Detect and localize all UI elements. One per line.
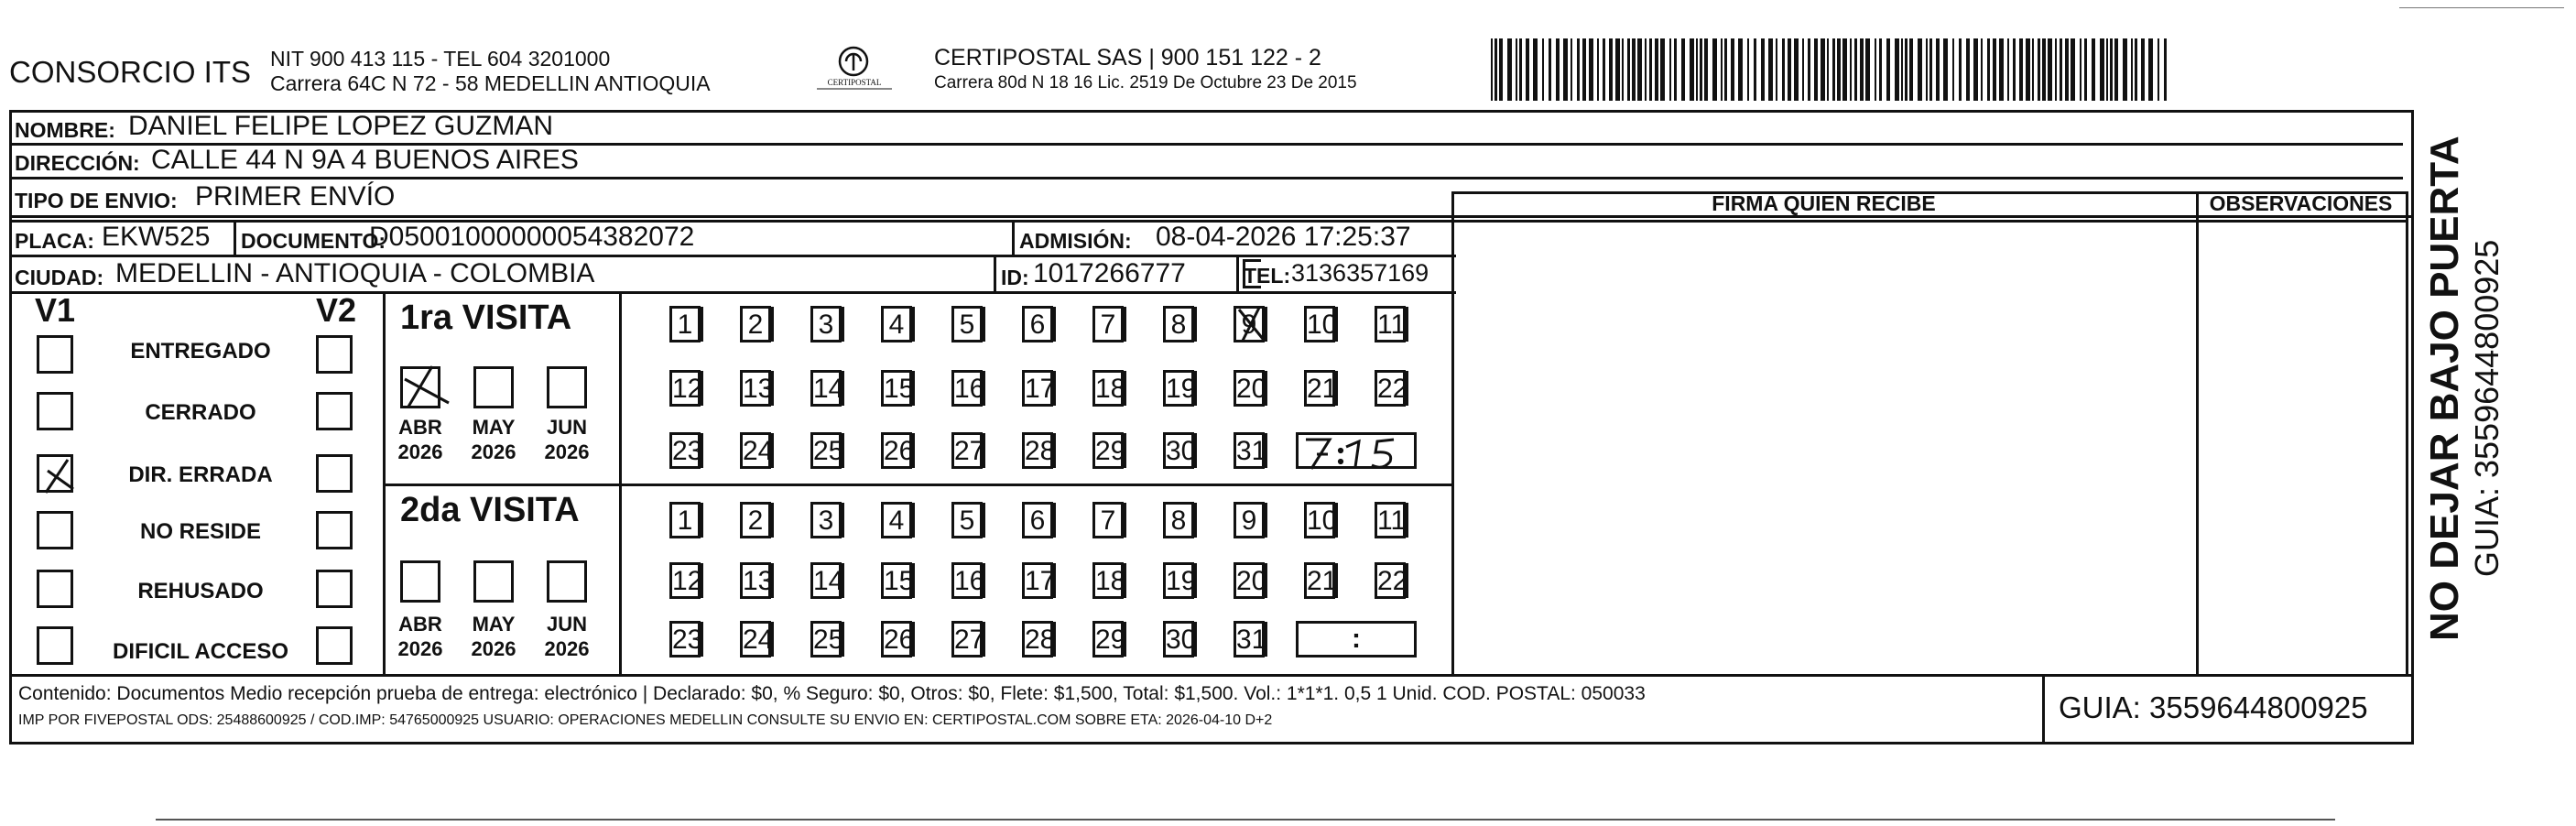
- footer-contents: Contenido: Documentos Medio recepción prueba de entrega: electrónico | Declarado: $0, % Seguro: $0, Otros: $0, Flete: $1,500, Total: $1,500. Vol.: 1*1*1. 0,5 1 Unid. COD. POSTAL: 050033: [18, 683, 1646, 704]
- certipostal-logo: [813, 43, 896, 102]
- visit2-day-11[interactable]: 11: [1375, 502, 1406, 538]
- documento-label: DOCUMENTO:: [241, 229, 386, 253]
- visit2-year-abr: 2026: [397, 637, 443, 660]
- visit2-day-8[interactable]: 8: [1163, 502, 1194, 538]
- visit2-day-7[interactable]: 7: [1092, 502, 1124, 538]
- visit1-day-26[interactable]: 26: [881, 432, 912, 469]
- visit1-abr-check-mark: [397, 361, 454, 412]
- v1-dificil-acceso-checkbox[interactable]: [37, 626, 73, 665]
- visit1-title: 1ra VISITA: [400, 299, 572, 337]
- nombre-label: NOMBRE:: [15, 118, 115, 142]
- visit2-month-may: MAY: [472, 613, 516, 636]
- ciudad: MEDELLIN - ANTIOQUIA - COLOMBIA: [115, 258, 595, 288]
- visit2-month-jun-checkbox[interactable]: [547, 560, 587, 603]
- visit1-day-14[interactable]: 14: [810, 370, 842, 407]
- visit1-day-17[interactable]: 17: [1022, 370, 1053, 407]
- visit2-title: 2da VISITA: [400, 491, 580, 529]
- visit2-day-16[interactable]: 16: [951, 562, 983, 599]
- visit1-day-4[interactable]: 4: [881, 306, 912, 342]
- visit2-day-3[interactable]: 3: [810, 502, 842, 538]
- visit1-day-7[interactable]: 7: [1092, 306, 1124, 342]
- visit2-day-9[interactable]: 9: [1234, 502, 1265, 538]
- side-guia: GUIA: 3559644800925: [2468, 239, 2505, 577]
- visit1-day-8[interactable]: 8: [1163, 306, 1194, 342]
- visit2-day-27[interactable]: 27: [951, 621, 983, 658]
- visit2-day-13[interactable]: 13: [740, 562, 771, 599]
- visit2-month-jun: JUN: [546, 613, 587, 636]
- visit1-day-22[interactable]: 22: [1375, 370, 1406, 407]
- visit2-time-box[interactable]: [1296, 621, 1417, 658]
- visit2-month-abr-checkbox[interactable]: [400, 560, 440, 603]
- visit1-day-15[interactable]: 15: [881, 370, 912, 407]
- visit1-day-12[interactable]: 12: [669, 370, 701, 407]
- visit2-day-6[interactable]: 6: [1022, 502, 1053, 538]
- v2-no-reside-checkbox[interactable]: [316, 511, 353, 549]
- visit1-day-13[interactable]: 13: [740, 370, 771, 407]
- barcode: [1491, 38, 2173, 101]
- option-cerrado: CERRADO: [145, 400, 256, 425]
- visit2-day-31[interactable]: 31: [1234, 621, 1265, 658]
- visit2-month-may-checkbox[interactable]: [473, 560, 514, 603]
- visit2-day-24[interactable]: 24: [740, 621, 771, 658]
- sender-company: CONSORCIO ITS: [9, 55, 252, 89]
- visit2-day-4[interactable]: 4: [881, 502, 912, 538]
- dir-errada-check-mark: [37, 452, 79, 496]
- visit1-day-19[interactable]: 19: [1163, 370, 1194, 407]
- v2-cerrado-checkbox[interactable]: [316, 392, 353, 430]
- visit2-day-28[interactable]: 28: [1022, 621, 1053, 658]
- sender-nit-tel: NIT 900 413 115 - TEL 604 3201000: [270, 47, 611, 71]
- v1-entregado-checkbox[interactable]: [37, 335, 73, 374]
- recipient-name: DANIEL FELIPE LOPEZ GUZMAN: [128, 111, 553, 141]
- option-rehusado: REHUSADO: [137, 579, 264, 603]
- documento: D05001000000054382072: [369, 222, 695, 252]
- v1-no-reside-checkbox[interactable]: [37, 511, 73, 549]
- visit2-day-14[interactable]: 14: [810, 562, 842, 599]
- placa: EKW525: [102, 222, 211, 252]
- visit1-day-9[interactable]: 9: [1234, 306, 1265, 342]
- visit1-month-abr: ABR: [398, 416, 442, 439]
- visit1-day-5[interactable]: 5: [951, 306, 983, 342]
- visit1-day-25[interactable]: 25: [810, 432, 842, 469]
- visit2-day-29[interactable]: 29: [1092, 621, 1124, 658]
- ciudad-label: CIUDAD:: [15, 266, 104, 289]
- visit1-month-jun: JUN: [546, 416, 587, 439]
- v2-header: V2: [316, 291, 357, 329]
- visit2-day-22[interactable]: 22: [1375, 562, 1406, 599]
- visit1-day-9-check-mark: [1232, 304, 1272, 344]
- admision: 08-04-2026 17:25:37: [1156, 222, 1411, 252]
- carrier-license: Carrera 80d N 18 16 Lic. 2519 De Octubre 23 De 2015: [934, 73, 1357, 92]
- v1-rehusado-checkbox[interactable]: [37, 570, 73, 608]
- v1-header: V1: [35, 291, 76, 329]
- visit2-day-26[interactable]: 26: [881, 621, 912, 658]
- v2-rehusado-checkbox[interactable]: [316, 570, 353, 608]
- visit1-day-30[interactable]: 30: [1163, 432, 1194, 469]
- logo-wordmark: CERTIPOSTAL: [827, 78, 882, 87]
- visit1-month-may-checkbox[interactable]: [473, 366, 514, 408]
- visit1-month-jun-checkbox[interactable]: [547, 366, 587, 408]
- id-number: 1017266777: [1033, 258, 1186, 288]
- carrier-name: CERTIPOSTAL SAS | 900 151 122 - 2: [934, 45, 1321, 71]
- id-label: ID:: [1001, 266, 1029, 289]
- visit2-month-abr: ABR: [398, 613, 442, 636]
- recipient-address: CALLE 44 N 9A 4 BUENOS AIRES: [151, 145, 579, 175]
- sender-address: Carrera 64C N 72 - 58 MEDELLIN ANTIOQUIA: [270, 71, 711, 95]
- visit1-day-27[interactable]: 27: [951, 432, 983, 469]
- visit1-day-31[interactable]: 31: [1234, 432, 1265, 469]
- visit1-day-1[interactable]: 1: [669, 306, 701, 342]
- v2-dir-errada-checkbox[interactable]: [316, 454, 353, 493]
- visit1-day-11[interactable]: 11: [1375, 306, 1406, 342]
- visit2-day-30[interactable]: 30: [1163, 621, 1194, 658]
- visit1-day-10[interactable]: 10: [1304, 306, 1335, 342]
- visit2-day-10[interactable]: 10: [1304, 502, 1335, 538]
- visit2-day-19[interactable]: 19: [1163, 562, 1194, 599]
- admision-label: ADMISIÓN:: [1019, 229, 1132, 253]
- v2-entregado-checkbox[interactable]: [316, 335, 353, 374]
- direccion-label: DIRECCIÓN:: [15, 151, 140, 175]
- visit1-day-29[interactable]: 29: [1092, 432, 1124, 469]
- visit1-day-3[interactable]: 3: [810, 306, 842, 342]
- visit2-time-colon: :: [1352, 624, 1361, 654]
- observaciones-header: OBSERVACIONES: [2209, 191, 2393, 215]
- option-dir-errada: DIR. ERRADA: [128, 462, 273, 487]
- visit1-year-abr: 2026: [397, 440, 443, 463]
- visit1-year-may: 2026: [471, 440, 516, 463]
- option-entregado: ENTREGADO: [130, 339, 271, 364]
- footer-print-info: IMP POR FIVEPOSTAL ODS: 25488600925 / COD.IMP: 54765000925 USUARIO: OPERACIONES MEDELLIN CONSULTE SU ENVIO EN: CERTIPOSTAL.COM SOBRE ETA: 2026-04-10 D+2: [18, 712, 1273, 728]
- visit2-day-12[interactable]: 12: [669, 562, 701, 599]
- visit1-day-21[interactable]: 21: [1304, 370, 1335, 407]
- visit1-day-18[interactable]: 18: [1092, 370, 1124, 407]
- visit1-day-20[interactable]: 20: [1234, 370, 1265, 407]
- tipo-envio: PRIMER ENVÍO: [195, 181, 396, 212]
- visit2-year-may: 2026: [471, 637, 516, 660]
- tel-label: TEL:: [1244, 264, 1291, 288]
- visit1-day-28[interactable]: 28: [1022, 432, 1053, 469]
- visit1-month-may: MAY: [472, 416, 516, 439]
- placa-label: PLACA:: [15, 229, 94, 253]
- visit2-day-17[interactable]: 17: [1022, 562, 1053, 599]
- visit2-year-jun: 2026: [544, 637, 590, 660]
- visit2-day-1[interactable]: 1: [669, 502, 701, 538]
- option-dificil-acceso: DIFICIL ACCESO: [112, 639, 288, 664]
- v2-dificil-acceso-checkbox[interactable]: [316, 626, 353, 665]
- option-no-reside: NO RESIDE: [139, 519, 262, 544]
- visit1-day-24[interactable]: 24: [740, 432, 771, 469]
- visit2-day-20[interactable]: 20: [1234, 562, 1265, 599]
- visit2-day-2[interactable]: 2: [740, 502, 771, 538]
- visit2-day-5[interactable]: 5: [951, 502, 983, 538]
- visit1-day-6[interactable]: 6: [1022, 306, 1053, 342]
- tipo-envio-label: TIPO DE ENVIO:: [15, 189, 178, 212]
- visit2-day-23[interactable]: 23: [669, 621, 701, 658]
- visit1-day-23[interactable]: 23: [669, 432, 701, 469]
- firma-header: FIRMA QUIEN RECIBE: [1712, 191, 1936, 215]
- side-warning: NO DEJAR BAJO PUERTA: [2422, 136, 2467, 641]
- visit2-day-15[interactable]: 15: [881, 562, 912, 599]
- visit2-day-21[interactable]: 21: [1304, 562, 1335, 599]
- visit1-year-jun: 2026: [544, 440, 590, 463]
- visit1-day-2[interactable]: 2: [740, 306, 771, 342]
- v1-cerrado-checkbox[interactable]: [37, 392, 73, 430]
- telefono: 3136357169: [1291, 259, 1429, 287]
- visit2-day-25[interactable]: 25: [810, 621, 842, 658]
- visit1-time-handwritten: [1299, 429, 1416, 473]
- visit1-day-16[interactable]: 16: [951, 370, 983, 407]
- footer-guia: GUIA: 3559644800925: [2059, 690, 2368, 724]
- visit2-day-18[interactable]: 18: [1092, 562, 1124, 599]
